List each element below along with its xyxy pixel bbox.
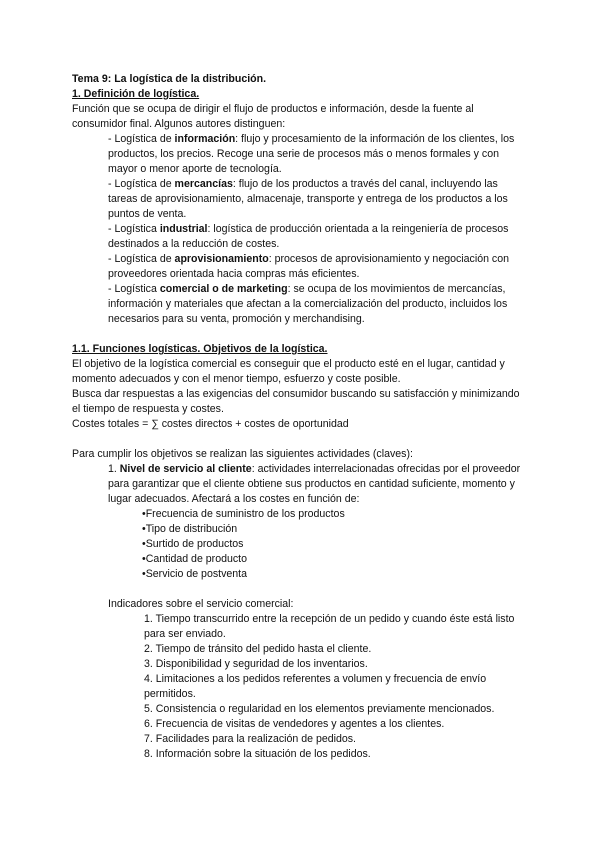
spacer — [72, 582, 530, 597]
list-item: 6. Frecuencia de visitas de vendedores y agentes a los clientes. — [144, 718, 445, 730]
list-item: •Surtido de productos — [142, 538, 244, 550]
total-cost-formula: Costes totales = ∑ costes directos + costes de oportunidad — [72, 418, 349, 430]
spacer — [72, 432, 530, 447]
list-item: 7. Facilidades para la realización de pedidos. — [144, 733, 357, 745]
section-1-heading: 1. Definición de logística. — [72, 88, 200, 100]
cost-factors-list — [72, 507, 530, 582]
activity-item: 1. Nivel de servicio al cliente: actividades interrelacionadas ofrecidas por el proveedor para garantizar que el cliente obtiene sus productos en cantidad suficiente, momento y lugar adecuados. Afectará a los costes en función de: — [108, 463, 521, 505]
list-item: •Cantidad de producto — [142, 553, 248, 565]
document-title: Tema 9: La logística de la distribución. — [72, 73, 267, 85]
section-1-intro: Función que se ocupa de dirigir el flujo de productos e información, desde la fuente al consumidor final. Algunos autores distinguen: — [72, 103, 474, 130]
response-paragraph: Busca dar respuestas a las exigencias del consumidor buscando su satisfacción y minimizando el tiempo de respuesta y costes. — [72, 388, 520, 415]
logistics-type-item: - Logística de información: flujo y procesamiento de la información de los clientes, los productos, los precios. Recoge una serie de procesos más o menos formales y con mayor o menor aporte de tecnología. — [108, 133, 515, 175]
indicators-list — [72, 612, 530, 762]
section-1-1-heading: 1.1. Funciones logísticas. Objetivos de la logística. — [72, 343, 328, 355]
list-item: 2. Tiempo de tránsito del pedido hasta el cliente. — [144, 643, 372, 655]
list-item: •Tipo de distribución — [142, 523, 238, 535]
logistics-type-item: - Logística comercial o de marketing: se ocupa de los movimientos de mercancías, información y materiales que afectan a la comercialización del producto, incluidos los necesarios para su venta, promoción y merchandising. — [108, 283, 508, 325]
list-item: •Frecuencia de suministro de los productos — [142, 508, 345, 520]
list-item: 4. Limitaciones a los pedidos referentes a volumen y frecuencia de envío permitidos. — [144, 673, 487, 700]
spacer — [72, 327, 530, 342]
list-item: •Servicio de postventa — [142, 568, 247, 580]
activities-intro: Para cumplir los objetivos se realizan las siguientes actividades (claves): — [72, 448, 413, 460]
logistics-type-item: - Logística de aprovisionamiento: procesos de aprovisionamiento y negociación con proveedores orientada hacia compras más eficientes. — [108, 253, 510, 280]
logistics-type-item: - Logística de mercancías: flujo de los productos a través del canal, incluyendo las tareas de aprovisionamiento, almacenaje, transporte y entrega de los productos a los puntos de venta. — [108, 178, 508, 220]
list-item: 3. Disponibilidad y seguridad de los inventarios. — [144, 658, 368, 670]
list-item: 1. Tiempo transcurrido entre la recepción de un pedido y cuando éste está listo para ser enviado. — [144, 613, 515, 640]
list-item: 5. Consistencia o regularidad en los elementos previamente mencionados. — [144, 703, 495, 715]
objective-paragraph: El objetivo de la logística comercial es conseguir que el producto esté en el lugar, cantidad y momento adecuados y con el menor tiempo, esfuerzo y coste posible. — [72, 358, 505, 385]
indicators-intro: Indicadores sobre el servicio comercial: — [108, 598, 294, 610]
logistics-type-item: - Logística industrial: logística de producción orientada a la reingeniería de procesos destinados a la reducción de costes. — [108, 223, 509, 250]
list-item: 8. Información sobre la situación de los pedidos. — [144, 748, 371, 760]
logistics-types-list — [72, 132, 530, 327]
